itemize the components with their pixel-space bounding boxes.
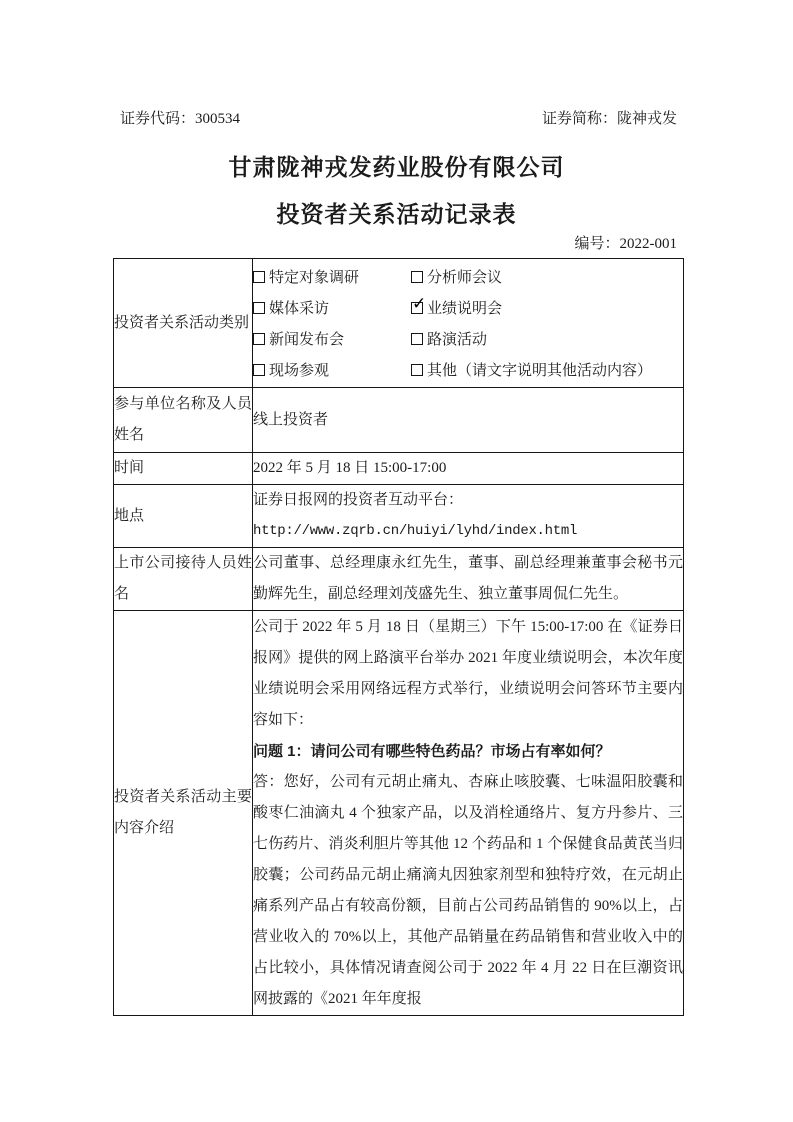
stock-code-text: 证券代码：300534: [120, 111, 241, 127]
time-row: [114, 453, 684, 485]
participants-row: [114, 388, 684, 453]
checkbox-icon: [253, 364, 265, 376]
content-intro-paragraph: 公司于 2022 年 5 月 18 日（星期三）下午 15:00-17:00 在《证券日报网》提供的网上路演平台举办 2021 年度业绩说明会，本次年度业绩说明会采用网络远程方式举行，业绩说明会问答环节主要内容如下：: [253, 618, 683, 728]
location-url-link[interactable]: http://www.zqrb.cn/huiyi/lyhd/index.html: [253, 523, 578, 539]
checkbox-option: [253, 359, 411, 380]
securities-header: [120, 107, 677, 128]
checkbox-option: [253, 297, 411, 318]
checkbox-label: 其他（请文字说明其他活动内容）: [427, 363, 653, 379]
hosts-row: [114, 548, 684, 611]
document-number: 编号：2022-001: [574, 236, 677, 252]
checkbox-label: 现场参观: [269, 363, 330, 379]
checkbox-line: [253, 261, 683, 292]
company-name-title: 甘肃陇神戎发药业股份有限公司: [228, 154, 565, 180]
checkbox-line: [253, 323, 683, 354]
checkbox-icon: [411, 364, 423, 376]
checkbox-option: [411, 359, 652, 380]
location-platform-text: 证券日报网的投资者互动平台：: [253, 492, 464, 508]
stock-short-name-text: 证券简称：陇神戎发: [541, 111, 677, 127]
location-row: [114, 485, 684, 548]
checkbox-line: [253, 292, 683, 323]
content-body: [253, 611, 684, 1016]
checkbox-option: [411, 266, 502, 287]
location-label: 地点: [114, 485, 253, 548]
checkbox-option-checked: [411, 297, 502, 318]
checkbox-icon: [253, 271, 265, 283]
content-answer1: 答：您好，公司有元胡止痛丸、杏麻止咳胶囊、七味温阳胶囊和酸枣仁油滴丸 4 个独家产品，以及消栓通络片、复方丹参片、三七伤药片、消炎利胆片等其他 12 个药品和 1 个保健食品黄芪当归胶囊；公司药品元胡止痛滴丸因独家剂型和独特疗效，在元胡止痛系列产品占有较高份额，目前占公司药品销售的 90%以上，占营业收入的 70%以上，其他产品销量在药品销售和营业收入中的占比较小，具体情况请查阅公司于 2022 年 4 月 22 日在巨潮资讯网披露的《2021 年年度报: [253, 773, 683, 1007]
checkbox-label: 特定对象调研: [269, 270, 360, 286]
time-value: 2022 年 5 月 18 日 15:00-17:00: [253, 453, 684, 485]
location-value: [253, 485, 684, 548]
hosts-label: 上市公司接待人员姓名: [114, 548, 253, 611]
checkbox-option: [253, 266, 411, 287]
checkbox-line: [253, 354, 683, 385]
checkbox-option: [253, 328, 411, 349]
checkbox-label: 业绩说明会: [427, 301, 503, 317]
time-label: 时间: [114, 453, 253, 485]
content-row: [114, 611, 684, 1016]
checkbox-icon: [411, 333, 423, 345]
investor-relations-table: [113, 258, 684, 1016]
activity-type-label: 投资者关系活动类别: [114, 259, 253, 388]
hosts-value: 公司董事、总经理康永红先生，董事、副总经理兼董事会秘书元勤辉先生，副总经理刘茂盛先生、独立董事周侃仁先生。: [253, 548, 684, 611]
activity-type-options: [253, 259, 684, 388]
content-label: 投资者关系活动主要内容介绍: [114, 611, 253, 1016]
checkbox-icon: [253, 302, 265, 314]
checkbox-label: 媒体采访: [269, 301, 330, 317]
checkbox-label: 分析师会议: [427, 270, 503, 286]
checked-checkbox-icon: [411, 302, 423, 314]
activity-type-row: [114, 259, 684, 388]
checkbox-label: 路演活动: [427, 332, 488, 348]
document-title: 投资者关系活动记录表: [276, 201, 517, 227]
participants-label: 参与单位名称及人员姓名: [114, 388, 253, 453]
checkbox-icon: [411, 271, 423, 283]
content-question1: 问题 1：请问公司有哪些特色药品？市场占有率如何？: [253, 742, 611, 760]
checkbox-option: [411, 328, 487, 349]
checkbox-icon: [253, 333, 265, 345]
participants-value: 线上投资者: [253, 388, 684, 453]
checkbox-label: 新闻发布会: [269, 332, 345, 348]
